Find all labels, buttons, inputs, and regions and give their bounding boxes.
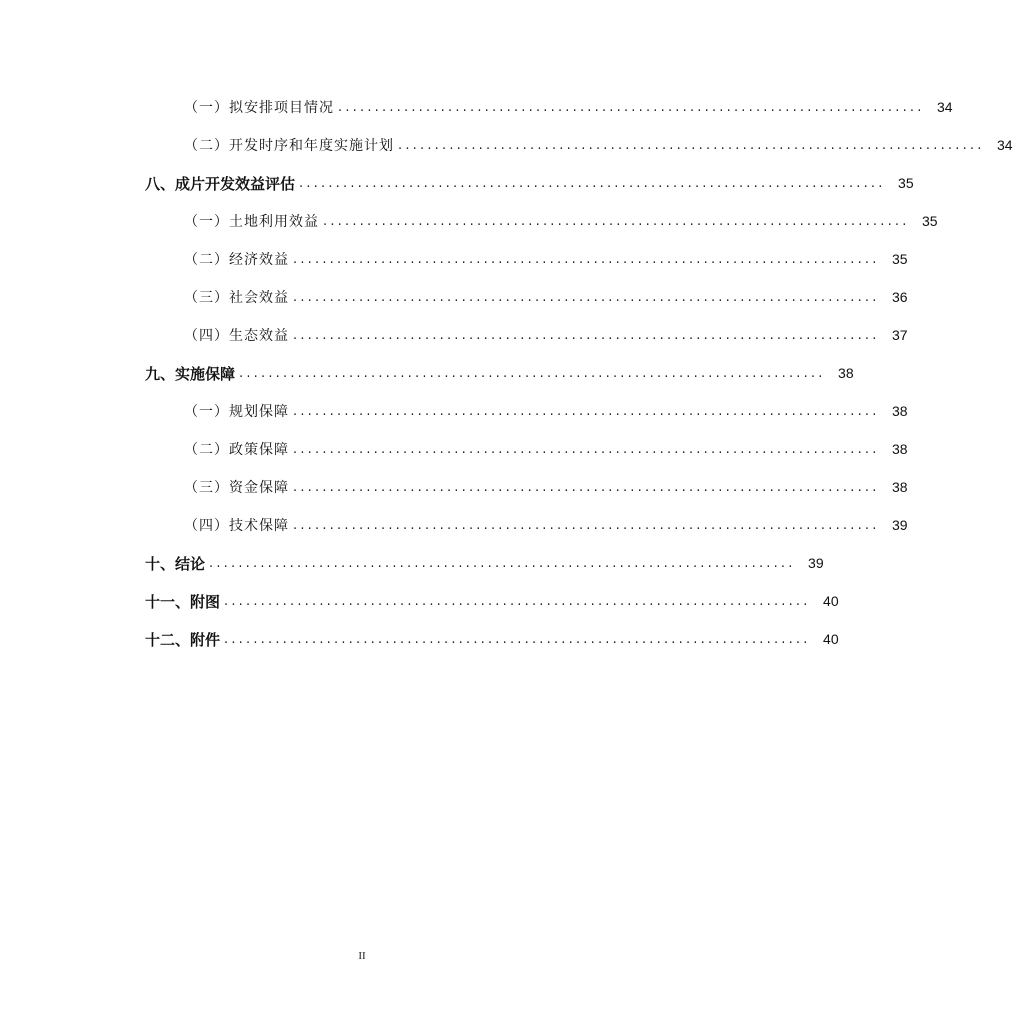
dot-leader: ................................................................................ [293,441,880,457]
dot-leader: ................................................................................ [293,479,880,495]
toc-entry-label: （二）开发时序和年度实施计划 [184,138,394,154]
toc-entry-label: （一）拟安排项目情况 [184,100,334,116]
toc-entry-page: 40 [823,593,839,609]
toc-entry-page: 38 [892,403,908,419]
toc-entry-label: （四）技术保障 [184,518,289,534]
toc-entry-page: 39 [808,555,824,571]
toc-entry-page: 36 [892,289,908,305]
toc-entry-label: 十二、附件 [145,630,221,649]
toc-entry[interactable] [0,430,908,468]
toc-entry-page: 37 [892,327,908,343]
dot-leader: ................................................................................ [398,137,985,153]
toc-entry[interactable] [0,126,1013,164]
dot-leader: ................................................................................ [293,327,880,343]
toc-entry-label: 八、成片开发效益评估 [145,174,296,193]
toc-entry-label: 九、实施保障 [145,364,236,383]
dot-leader: ................................................................................ [239,365,826,381]
toc-entry[interactable] [0,468,908,506]
toc-entry-page: 38 [838,365,854,381]
toc-entry-page: 35 [892,251,908,267]
toc-entry-label: （四）生态效益 [184,328,289,344]
toc-entry[interactable] [0,202,938,240]
toc-entry[interactable] [0,316,908,354]
toc-entry-label: （二）政策保障 [184,442,289,458]
dot-leader: ................................................................................ [299,175,886,191]
table-of-contents [0,88,1013,658]
page-number-footer: II [358,950,366,962]
toc-entry[interactable] [0,278,908,316]
dot-leader: ................................................................................ [224,593,811,609]
toc-chapter-entry[interactable] [0,164,914,202]
toc-entry-label: （二）经济效益 [184,252,289,268]
toc-entry-label: （三）社会效益 [184,290,289,306]
toc-entry-page: 34 [937,99,953,115]
toc-entry-label: 十一、附图 [145,592,221,611]
toc-entry-page: 35 [898,175,914,191]
toc-entry-label: （一）土地利用效益 [184,214,319,230]
toc-entry-page: 40 [823,631,839,647]
toc-chapter-entry[interactable] [0,544,824,582]
toc-entry-page: 39 [892,517,908,533]
toc-entry[interactable] [0,392,908,430]
toc-entry[interactable] [0,506,908,544]
dot-leader: ................................................................................ [293,517,880,533]
toc-entry-label: （一）规划保障 [184,404,289,420]
dot-leader: ................................................................................ [224,631,811,647]
toc-entry-page: 34 [997,137,1013,153]
toc-chapter-entry[interactable] [0,354,854,392]
dot-leader: ................................................................................ [338,99,925,115]
dot-leader: ................................................................................ [323,213,910,229]
toc-entry[interactable] [0,240,908,278]
toc-chapter-entry[interactable] [0,582,839,620]
toc-entry-label: （三）资金保障 [184,480,289,496]
toc-entry-label: 十、结论 [145,554,206,573]
dot-leader: ................................................................................ [293,251,880,267]
toc-entry-page: 38 [892,441,908,457]
dot-leader: ................................................................................ [293,403,880,419]
dot-leader: ................................................................................ [209,555,796,571]
toc-chapter-entry[interactable] [0,620,839,658]
toc-entry[interactable] [0,88,953,126]
toc-entry-page: 38 [892,479,908,495]
dot-leader: ................................................................................ [293,289,880,305]
toc-entry-page: 35 [922,213,938,229]
